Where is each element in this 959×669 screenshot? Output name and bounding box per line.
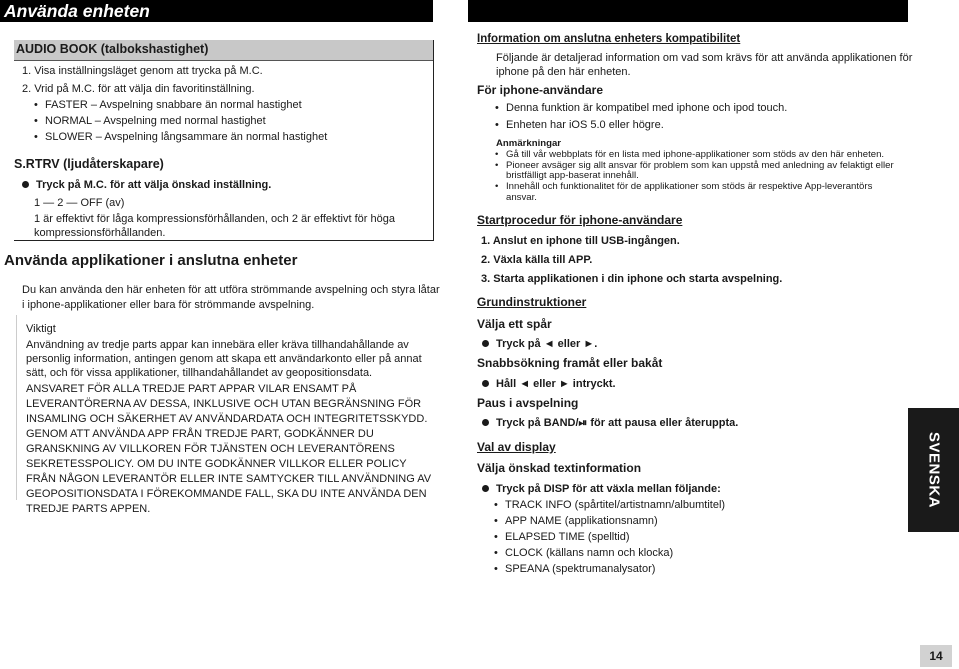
disclaimer-line: LEVERANTÖRERNA AV DESSA, INKLUSIVE OCH UTAN BEGRÄNSNING FÖR (26, 398, 422, 410)
bullet-dot-icon (482, 340, 489, 347)
startup-heading: Startprocedur för iphone-användare (477, 213, 683, 227)
select-track-heading: Välja ett spår (477, 317, 552, 331)
apps-heading: Använda applikationer i anslutna enheter (4, 252, 298, 269)
startup-step: 3. Starta applikationen i din iphone och starta avspelning. (481, 273, 783, 285)
note-item: • Gå till vår webbplats för en lista med iphone-applikationer som stöds av den här enheten. (506, 149, 884, 161)
apps-intro: Du kan använda den här enheten för att utföra strömmande avspelning och styra låtar (22, 284, 440, 296)
display-option: • CLOCK (källans namn och klocka) (505, 546, 673, 560)
pause-heading: Paus i avspelning (477, 396, 579, 410)
display-option: • ELAPSED TIME (spelltid) (505, 530, 630, 544)
audio-book-option: • FASTER – Avspelning snabbare än normal hastighet (45, 98, 302, 112)
disclaimer-line: SEKRETESSPOLICY. OM DU INTE GODKÄNNER VILLKOR ELLER POLICY (26, 458, 407, 470)
select-track-instruction: Tryck på ◄ eller ►. (482, 337, 597, 351)
srtrv-note: kompressionsförhållanden. (34, 227, 166, 239)
disclaimer-line: GRANSKNING AV VILLKOREN FÖR TJÄNSTEN OCH LEVERANTÖRENS (26, 443, 395, 455)
disclaimer-line: TREDJE PARTS APPEN. (26, 503, 151, 515)
note-item-cont: bristfälligt app-baserat innehåll. (506, 170, 639, 181)
disclaimer-line: INSAMLING OCH SÄKERHET AV ANVÄNDARDATA OCH INTEGRITETSSKYDD. (26, 413, 428, 425)
display-option: • APP NAME (applikationsnamn) (505, 514, 658, 528)
important-line: sätt, och för vissa applikationer, tillhandahållandet av geopositionsdata. (26, 367, 373, 379)
pause-instruction: Tryck på BAND/⏯ för att pausa eller återuppta. (482, 416, 738, 430)
bullet-dot-icon (482, 485, 489, 492)
important-line: Användning av tredje parts appar kan innebära eller kräva tillhandahållande av (26, 339, 409, 351)
audio-book-option: • SLOWER – Avspelning långsammare än normal hastighet (45, 130, 327, 144)
bullet-dot-icon (22, 181, 29, 188)
disclaimer-line: ANSVARET FÖR ALLA TREDJE PART APPAR VILAR ENSAMT PÅ (26, 383, 357, 395)
language-tab-label: SVENSKA (925, 431, 942, 509)
note-item: • Pioneer avsäger sig allt ansvar för problem som kan uppstå med anledning av felaktigt eller (506, 160, 894, 172)
important-line: personlig information, antingen genom att skapa ett användarkonto eller på annat (26, 353, 422, 365)
compat-text: iphone på den här enheten. (496, 66, 631, 78)
page-number: 14 (920, 645, 952, 667)
display-option: • SPEANA (spektrumanalysator) (505, 562, 655, 576)
srtrv-instruction: Tryck på M.C. för att välja önskad inställning. (22, 178, 271, 192)
page-title: Använda enheten (4, 1, 150, 21)
compat-heading: Information om anslutna enheters kompatibilitet (477, 33, 741, 45)
srtrv-values: 1 — 2 — OFF (av) (34, 197, 125, 209)
bullet-dot-icon (482, 380, 489, 387)
audio-book-heading-bar (14, 40, 433, 61)
compat-text: Följande är detaljerad information om vad som krävs för att använda applikationen för (496, 52, 913, 64)
disclaimer-line: GEOPOSITIONSDATA I FÖREKOMMANDE FALL, SKA DU INTE ANVÄNDA DEN (26, 488, 427, 500)
iphone-requirement: • Denna funktion är kompatibel med iphone och ipod touch. (506, 101, 787, 115)
audio-book-heading: AUDIO BOOK (talbokshastighet) (16, 42, 209, 56)
iphone-requirement: • Enheten har iOS 5.0 eller högre. (506, 118, 664, 132)
fast-search-instruction: Håll ◄ eller ► intryckt. (482, 377, 616, 391)
iphone-users-heading: För iphone-användare (477, 83, 604, 97)
section-rule (433, 40, 434, 240)
apps-intro: i iphone-applikationer eller bara för strömmande avspelning. (22, 299, 315, 311)
startup-step: 2. Växla källa till APP. (481, 254, 593, 266)
note-item: • Innehåll och funktionalitet för de applikationer som stöds är respektive App-leverantörs (506, 181, 872, 193)
audio-book-step-2: 2. Vrid på M.C. för att välja din favoritinställning. (22, 83, 255, 95)
fast-search-heading: Snabbsökning framåt eller bakåt (477, 356, 663, 370)
srtrv-note: 1 är effektivt för låga kompressionsförhållanden, och 2 är effektivt för höga (34, 213, 395, 225)
section-divider (14, 240, 434, 241)
important-label: Viktigt (26, 323, 56, 335)
header-bar-right (468, 0, 908, 22)
bullet-dot-icon (482, 419, 489, 426)
disclaimer-line: GENOM ATT ANVÄNDA APP FRÅN TREDJE PART, GODKÄNNER DU (26, 428, 374, 440)
display-sub-heading: Välja önskad textinformation (477, 461, 642, 475)
basics-heading: Grundinstruktioner (477, 295, 587, 309)
srtrv-heading: S.RTRV (ljudåterskapare) (14, 157, 164, 171)
notes-label: Anmärkningar (496, 138, 562, 149)
language-tab (908, 408, 959, 532)
audio-book-step-1: 1. Visa inställningsläget genom att trycka på M.C. (22, 65, 263, 77)
startup-step: 1. Anslut en iphone till USB-ingången. (481, 235, 680, 247)
note-item-cont: ansvar. (506, 192, 537, 203)
display-option: • TRACK INFO (spårtitel/artistnamn/albumtitel) (505, 498, 725, 512)
display-heading: Val av display (477, 440, 556, 454)
audio-book-option: • NORMAL – Avspelning med normal hastighet (45, 114, 266, 128)
disclaimer-line: FRÅN NÅGON LEVERANTÖR ELLER INTE SAMTYCKER TILL ANVÄNDNING AV (26, 473, 432, 485)
page-title-bar (0, 0, 433, 22)
display-instruction: Tryck på DISP för att växla mellan följande: (482, 482, 721, 496)
